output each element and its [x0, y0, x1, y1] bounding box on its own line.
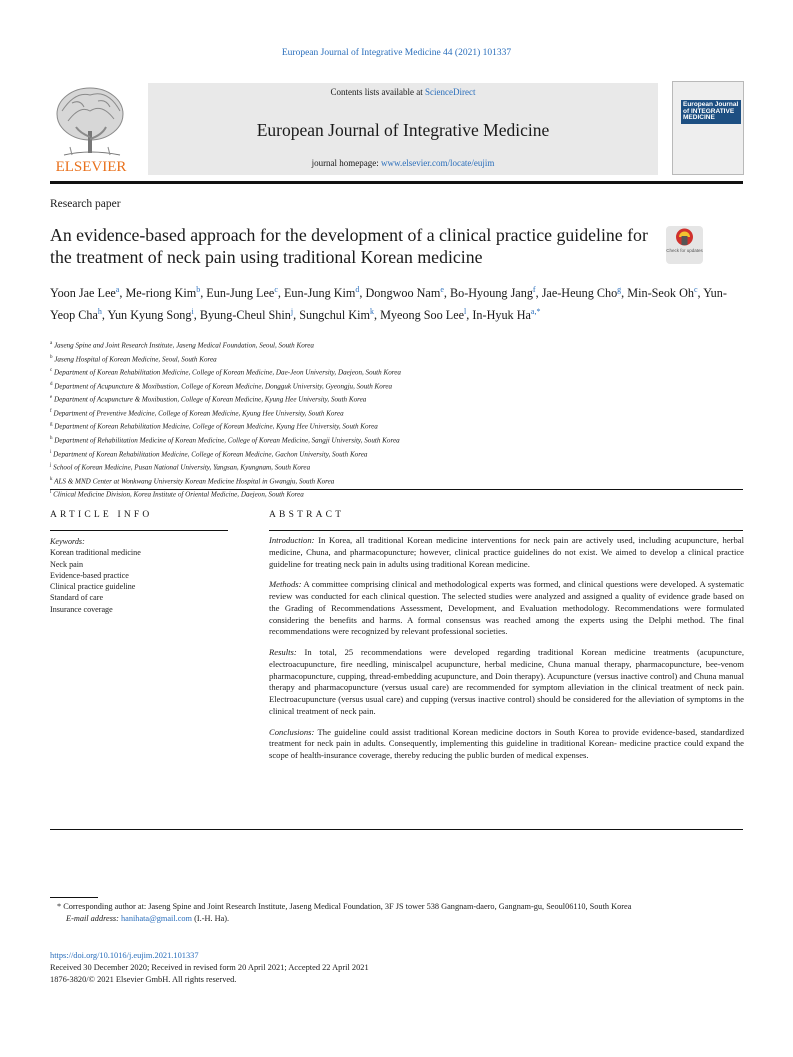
email-line [50, 913, 743, 925]
affiliation-text: School of Korean Medicine, Pusan National University, Yangsan, Kyungnam, South Korea [53, 463, 311, 472]
journal-cover-thumbnail[interactable] [672, 81, 744, 175]
homepage-link[interactable]: www.elsevier.com/locate/eujim [381, 158, 495, 168]
author[interactable] [108, 308, 194, 322]
affiliation-item [50, 365, 743, 379]
author-name: Byung-Cheul Shin [199, 307, 291, 322]
author-name: Jae-Heung Cho [541, 286, 618, 301]
abstract-end-rule [50, 829, 743, 830]
affiliation-text: Jaseng Spine and Joint Research Institute, Jaseng Medical Foundation, Seoul, South Korea [54, 341, 314, 350]
affiliation-item [50, 392, 743, 406]
contents-line [148, 87, 658, 97]
affiliation-key: a [50, 341, 53, 346]
author-name: Yun Kyung Song [107, 307, 192, 322]
author-name: Yoon Jae Lee [50, 286, 116, 301]
abstract-section [269, 727, 744, 762]
article-info-heading: ARTICLE INFO [50, 510, 153, 520]
author-affiliation-marker[interactable]: i [191, 306, 194, 316]
corresponding-author-note: * Corresponding author at: Jaseng Spine and Joint Research Institute, Jaseng Medical Foundation, 3F JS tower 538 Gangnam-daero, Gangnam-gu, Seoul06110, South Korea [57, 902, 632, 911]
homepage-prefix: journal homepage: [311, 158, 382, 168]
journal-banner [50, 81, 743, 179]
cover-title: European Journal of INTEGRATIVE MEDICINE [681, 100, 741, 124]
author[interactable] [380, 308, 466, 322]
author[interactable] [472, 308, 540, 322]
affiliation-key: g [50, 422, 53, 428]
author[interactable] [366, 286, 444, 300]
affiliation-text: Department of Acupuncture & Moxibustion, College of Korean Medicine, Kyung Hee University, South Korea [54, 395, 367, 404]
affiliation-item [50, 379, 743, 393]
doi-link[interactable]: https://doi.org/10.1016/j.eujim.2021.101337 [50, 951, 199, 960]
sciencedirect-link[interactable]: ScienceDirect [425, 87, 476, 97]
abstract-section-text: In Korea, all traditional Korean medicine interventions for neck pain are actively used, including acupuncture, herbal medicine, Chuna, and pharmacopuncture; however, clinical practice guidelines do not exist. We aimed to develop a clinical practice guideline for treating neck pain in adults using traditional Korean medicine. [269, 535, 744, 569]
affiliation-list [50, 338, 743, 501]
affiliation-key: f [50, 408, 52, 414]
contents-prefix: Contents lists available at [330, 87, 425, 97]
affiliation-key: e [50, 395, 53, 401]
elsevier-logo [50, 81, 132, 175]
abstract-body [269, 535, 744, 771]
keyword: Clinical practice guideline [50, 582, 136, 592]
author-affiliation-marker[interactable]: e [440, 285, 444, 294]
author-affiliation-marker[interactable]: j [290, 306, 294, 316]
affiliation-item [50, 406, 743, 420]
affiliation-item [50, 433, 743, 447]
author-affiliation-marker[interactable]: a [115, 285, 120, 294]
author[interactable] [125, 286, 200, 300]
crossmark-icon [666, 226, 703, 248]
author[interactable] [542, 286, 621, 300]
author-affiliation-marker[interactable]: l [464, 306, 467, 316]
footnote-rule [50, 897, 98, 898]
abstract-section [269, 579, 744, 638]
author[interactable] [450, 286, 536, 300]
elsevier-tree-icon [50, 81, 132, 175]
author-name: Yun-Yeop Cha [50, 286, 727, 322]
author-name: Myeong Soo Lee [380, 307, 465, 322]
affiliation-key: h [50, 435, 53, 441]
author-affiliation-marker[interactable]: h [97, 306, 102, 316]
keyword: Neck pain [50, 559, 84, 569]
affiliation-key: b [50, 354, 53, 360]
author-affiliation-marker[interactable]: c [693, 285, 698, 294]
affiliation-text: Department of Acupuncture & Moxibustion, College of Korean Medicine, Dongguk University, Gyeongju, South Korea [54, 382, 393, 391]
affiliation-text: Jaseng Hospital of Korean Medicine, Seoul, South Korea [54, 354, 217, 363]
author-name: Min-Seok Oh [627, 286, 694, 301]
keyword: Evidence-based practice [50, 570, 129, 580]
author-affiliation-marker[interactable]: k [369, 306, 374, 316]
abstract-section-label: Results: [269, 646, 297, 657]
author[interactable] [206, 286, 278, 300]
author-name: Me-riong Kim [125, 286, 197, 301]
affiliation-text: Clinical Medicine Division, Korea Institute of Oriental Medicine, Daejeon, South Korea [53, 490, 304, 499]
author-affiliation-marker[interactable]: c [274, 285, 278, 294]
keywords-block [50, 536, 228, 615]
affiliation-key: l [50, 490, 52, 496]
author[interactable] [200, 308, 293, 322]
affiliation-key: d [50, 381, 53, 387]
author-affiliation-marker[interactable]: d [355, 285, 360, 294]
article-title: An evidence-based approach for the development of a clinical practice guideline for the treatment of neck pain using traditional Korean medicine [50, 225, 648, 267]
section-divider [50, 489, 743, 490]
publication-info [50, 950, 743, 987]
author-affiliation-marker[interactable]: g [617, 285, 622, 294]
author-affiliation-marker[interactable]: b [196, 285, 201, 294]
author[interactable] [50, 286, 119, 300]
author-name: Bo-Hyoung Jang [449, 286, 533, 301]
affiliation-key: c [50, 368, 53, 374]
publisher-name: ELSEVIER [55, 159, 127, 175]
keyword: Standard of care [50, 593, 104, 603]
abstract-section-text: A committee comprising clinical and methodological experts was formed, and clinical questions were developed. A systematic review was conducted for each clinical question. The selected studies were analyzed and assigned a quality of evidence grade based on the Grading of Recommendations Assessment, Development, and Evaluation methodology. Recommendations were formulated considering the benefits and harms. A formal consensus was reached among the experts using the Delphi method. The final recommendations were recognized by relevant professional societies. [269, 579, 744, 637]
author-name: Dongwoo Nam [365, 286, 441, 301]
abstract-section-text: The guideline could assist traditional Korean medicine doctors in South Korea to provide evidence-based, standardized treatment for neck pain in adults. Consequently, implementing this guideline in traditional Korean- medicine practice could expand the scope of health-insurance coverage, thereby reducing the public burden of medical expenses. [269, 726, 744, 761]
journal-title: European Journal of Integrative Medicine [256, 120, 550, 140]
affiliation-key: i [50, 449, 52, 455]
affiliation-item [50, 352, 743, 366]
affiliation-text: Department of Preventive Medicine, College of Korean Medicine, Kyung Hee University, South Korea [53, 409, 344, 418]
email-suffix: (I.-H. Ha). [194, 913, 230, 923]
author-name: Eun-Jung Kim [283, 286, 356, 301]
affiliation-item [50, 474, 743, 488]
affiliation-text: Department of Korean Rehabilitation Medicine, College of Korean Medicine, Gachon University, South Korea [53, 449, 368, 458]
received-dates: Received 30 December 2020; Received in revised form 20 April 2021; Accepted 22 April 2021 [50, 963, 369, 973]
affiliation-text: Department of Korean Rehabilitation Medicine, College of Korean Medicine, Dae-Jeon University, Daejeon, South Korea [54, 368, 401, 377]
crossmark-badge[interactable] [666, 226, 703, 264]
keyword-list [50, 547, 228, 615]
abstract-section [269, 535, 744, 570]
crossmark-label: Check for updates [666, 248, 703, 253]
author-affiliation-marker[interactable]: f [532, 285, 536, 294]
email-link[interactable]: hanihata@gmail.com [121, 913, 193, 923]
homepage-line [148, 158, 658, 168]
abstract-section-text: In total, 25 recommendations were developed regarding traditional Korean medicine treatments (acupuncture, electroacupuncture, fire needling, miniscalpel acupuncture, herbal medicine, Chuna manual therapy, pharmacopuncture, bee-venom pharmacopuncture, cupping, thread-embedding acupuncture, and Doin therapy). Acupuncture (versus inactive control) and Chuna manual therapy and pharmacopuncture (versus usual care) are recommended for symptom alleviation in the clinical treatment of neck pain. Electroacupuncture (versus usual care) and cupping (versus inactive control) should be considered for the alleviation of symptoms in the clinical treatment of neck pain. [269, 646, 744, 716]
author-name: Sungchul Kim [299, 307, 370, 322]
affiliation-text: Department of Korean Rehabilitation Medicine, College of Korean Medicine, Kyung Hee University, South Korea [54, 422, 378, 431]
email-label: E-mail address: [66, 913, 119, 923]
affiliation-key: k [50, 476, 53, 482]
author[interactable] [627, 286, 697, 300]
copyright: 1876-3820/© 2021 Elsevier GmbH. All rights reserved. [50, 975, 237, 985]
abstract-section-label: Introduction: [269, 535, 315, 545]
abstract-section-label: Methods: [269, 579, 302, 590]
affiliation-text: ALS & MND Center at Wonkwang University Korean Medicine Hospital in Gwangju, South Korea [54, 476, 335, 485]
affiliation-item [50, 338, 743, 352]
article-type: Research paper [50, 198, 121, 210]
author[interactable] [284, 286, 359, 300]
affiliation-text: Department of Rehabilitation Medicine of Korean Medicine, College of Korean Medicine, Sangji University, South Korea [54, 436, 400, 445]
keyword: Korean traditional medicine [50, 548, 141, 558]
affiliation-item [50, 460, 743, 474]
footnote [50, 901, 743, 924]
abstract-section [269, 647, 744, 718]
author-affiliation-marker[interactable]: a,* [530, 306, 541, 316]
banner-center [148, 83, 658, 175]
banner-rule [50, 181, 743, 184]
article-info-rule [50, 530, 228, 531]
abstract-section-label: Conclusions: [269, 726, 315, 737]
affiliation-item [50, 419, 743, 433]
running-head[interactable]: European Journal of Integrative Medicine 44 (2021) 101337 [281, 48, 512, 58]
abstract-heading: ABSTRACT [269, 510, 345, 520]
keywords-label: Keywords: [50, 537, 85, 546]
author[interactable] [299, 308, 374, 322]
author-list: Yoon Jae Lee$^a$, Me-riong Kim$^b$, Eun-Jung Lee$^c$, Eun-Jung Kim$^d$, Dongwoo Nam$^e$, Bo-Hyoung Jang$^f$, Jae-Heung Cho$^g$, Min-Seok Oh$^c$, Yun-Yeop Cha$^h$, Yun Kyung Song$^i$, Byung-Cheul Shin$^j$, Sungchul Kim$^k$, Myeong Soo Lee$^l$, In-Hyuk $Ha^{a,*}$ [50, 285, 727, 322]
author-name: In-Hyuk Ha [472, 307, 531, 322]
affiliation-item [50, 447, 743, 461]
author-name: Eun-Jung Lee [206, 286, 275, 301]
keyword: Insurance coverage [50, 604, 113, 614]
affiliation-key: j [50, 463, 52, 469]
abstract-rule [269, 530, 743, 531]
